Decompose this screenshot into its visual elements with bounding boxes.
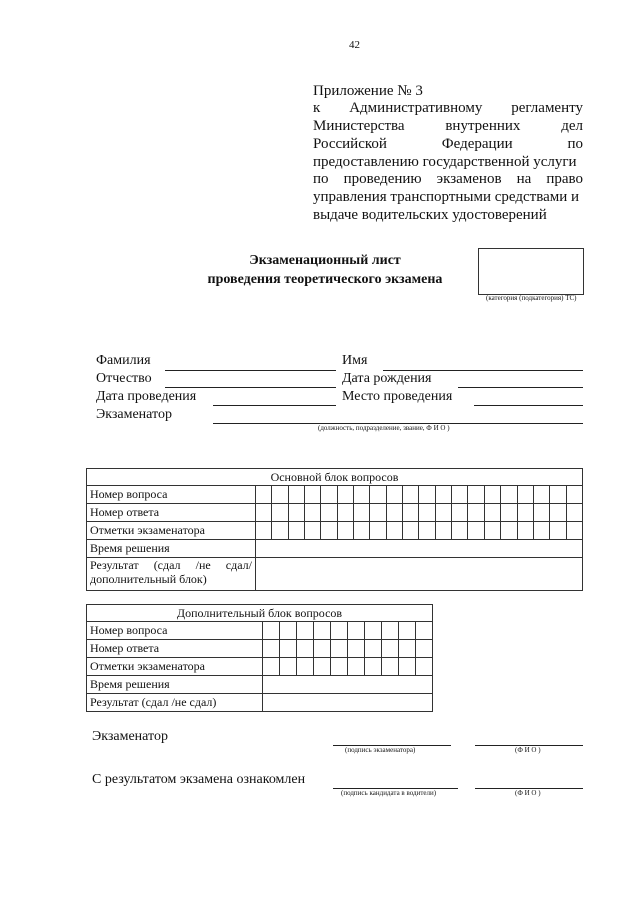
examiner-label: Экзаменатор xyxy=(96,407,172,422)
appendix-line-6: управления транспортными средствами и xyxy=(313,189,580,205)
row-label: Номер вопроса xyxy=(87,486,256,504)
row-label: Номер вопроса xyxy=(87,622,263,640)
mark-cell[interactable] xyxy=(435,522,451,540)
question-cell[interactable] xyxy=(399,622,416,640)
mark-cell[interactable] xyxy=(533,522,549,540)
answer-cell[interactable] xyxy=(297,640,314,658)
mark-cell[interactable] xyxy=(403,522,419,540)
question-cell[interactable] xyxy=(484,486,500,504)
question-cell[interactable] xyxy=(501,486,517,504)
mark-cell[interactable] xyxy=(305,522,321,540)
table-row xyxy=(87,658,433,676)
appendix-word: проведению xyxy=(343,171,422,187)
exam-place-field[interactable] xyxy=(474,405,583,406)
answer-cell[interactable] xyxy=(399,640,416,658)
category-caption: (категория (подкатегория) ТС) xyxy=(486,294,577,302)
answer-cell[interactable] xyxy=(550,504,566,522)
answer-cell[interactable] xyxy=(337,504,353,522)
answer-cell[interactable] xyxy=(403,504,419,522)
question-cell[interactable] xyxy=(314,622,331,640)
category-box[interactable] xyxy=(478,248,584,295)
mark-cell[interactable] xyxy=(468,522,484,540)
mark-cell[interactable] xyxy=(501,522,517,540)
mark-cell[interactable] xyxy=(370,522,386,540)
answer-cell[interactable] xyxy=(416,640,433,658)
result-label xyxy=(87,558,256,591)
question-cell[interactable] xyxy=(348,622,365,640)
appendix-word: право xyxy=(546,171,583,187)
form-title xyxy=(180,251,470,289)
question-cell[interactable] xyxy=(468,486,484,504)
answer-cell[interactable] xyxy=(256,504,272,522)
mark-cell[interactable] xyxy=(386,522,402,540)
appendix-line-5 xyxy=(313,170,583,189)
mark-cell[interactable] xyxy=(348,658,365,676)
mark-cell[interactable] xyxy=(256,522,272,540)
answer-cell[interactable] xyxy=(468,504,484,522)
extra-questions-table xyxy=(86,604,433,712)
question-cell[interactable] xyxy=(263,622,280,640)
exam-date-field[interactable] xyxy=(213,405,336,406)
question-cell[interactable] xyxy=(331,622,348,640)
patronymic-field[interactable] xyxy=(165,387,336,388)
exam-date-label: Дата проведения xyxy=(96,389,197,404)
name-label: Имя xyxy=(342,353,368,368)
table-row xyxy=(87,694,433,712)
appendix-line-2 xyxy=(313,117,583,136)
mark-cell[interactable] xyxy=(416,658,433,676)
main-questions-table xyxy=(86,468,583,591)
examiner-fio-caption: (Ф И О ) xyxy=(515,746,541,754)
row-label: Время решения xyxy=(87,676,263,694)
question-cell[interactable] xyxy=(566,486,582,504)
table-row xyxy=(87,486,583,504)
answer-cell[interactable] xyxy=(272,504,288,522)
result-word: Результат xyxy=(90,558,139,572)
appendix-line-7: выдаче водительских удостоверений xyxy=(313,207,547,223)
answer-cell[interactable] xyxy=(263,640,280,658)
appendix-word: регламенту xyxy=(511,100,583,116)
examiner-sign-caption: (подпись экзаменатора) xyxy=(345,746,416,754)
answer-cell[interactable] xyxy=(305,504,321,522)
mark-cell[interactable] xyxy=(452,522,468,540)
question-cell[interactable] xyxy=(416,622,433,640)
answer-cell[interactable] xyxy=(354,504,370,522)
mark-cell[interactable] xyxy=(354,522,370,540)
answer-cell[interactable] xyxy=(321,504,337,522)
answer-cell[interactable] xyxy=(386,504,402,522)
question-cell[interactable] xyxy=(403,486,419,504)
row-label: Отметки экзаменатора xyxy=(87,522,256,540)
result-word: /не xyxy=(195,558,211,572)
appendix-word: Федерации xyxy=(441,136,513,152)
table-row xyxy=(87,640,433,658)
row-label: Номер ответа xyxy=(87,504,256,522)
answer-cell[interactable] xyxy=(501,504,517,522)
answer-cell[interactable] xyxy=(288,504,304,522)
mark-cell[interactable] xyxy=(331,658,348,676)
candidate-sign-caption: (подпись кандидата в водители) xyxy=(341,789,437,797)
appendix-word: Российской xyxy=(313,136,387,152)
question-cell[interactable] xyxy=(272,486,288,504)
question-cell[interactable] xyxy=(452,486,468,504)
examiner-sign-label: Экзаменатор xyxy=(92,729,168,744)
table-row xyxy=(87,522,583,540)
question-cell[interactable] xyxy=(337,486,353,504)
result-word: сдал/ xyxy=(225,558,252,572)
question-cell[interactable] xyxy=(305,486,321,504)
question-cell[interactable] xyxy=(365,622,382,640)
question-cell[interactable] xyxy=(533,486,549,504)
question-cell[interactable] xyxy=(354,486,370,504)
mark-cell[interactable] xyxy=(382,658,399,676)
answer-cell[interactable] xyxy=(370,504,386,522)
candidate-fio-caption: (Ф И О ) xyxy=(515,789,541,797)
answer-cell[interactable] xyxy=(314,640,331,658)
mark-cell[interactable] xyxy=(272,522,288,540)
answer-cell[interactable] xyxy=(331,640,348,658)
answer-cell[interactable] xyxy=(435,504,451,522)
appendix-line-4: предоставлению государственной услуги xyxy=(313,154,577,170)
question-cell[interactable] xyxy=(419,486,435,504)
mark-cell[interactable] xyxy=(399,658,416,676)
mark-cell[interactable] xyxy=(288,522,304,540)
appendix-line-1 xyxy=(313,99,583,118)
appendix-word: дел xyxy=(561,118,583,134)
mark-cell[interactable] xyxy=(297,658,314,676)
table-header-row xyxy=(87,605,433,622)
main-block-header: Основной блок вопросов xyxy=(87,469,583,486)
mark-cell[interactable] xyxy=(337,522,353,540)
extra-block-header: Дополнительный блок вопросов xyxy=(87,605,433,622)
answer-cell[interactable] xyxy=(452,504,468,522)
mark-cell[interactable] xyxy=(566,522,582,540)
surname-label: Фамилия xyxy=(96,353,151,368)
answer-cell[interactable] xyxy=(382,640,399,658)
form-title-line-1: Экзаменационный лист xyxy=(249,253,401,268)
question-cell[interactable] xyxy=(297,622,314,640)
mark-cell[interactable] xyxy=(550,522,566,540)
mark-cell[interactable] xyxy=(314,658,331,676)
answer-cell[interactable] xyxy=(348,640,365,658)
answer-cell[interactable] xyxy=(533,504,549,522)
answer-cell[interactable] xyxy=(484,504,500,522)
mark-cell[interactable] xyxy=(484,522,500,540)
answer-cell[interactable] xyxy=(280,640,297,658)
mark-cell[interactable] xyxy=(280,658,297,676)
appendix-word: по xyxy=(313,171,329,187)
result-cell[interactable] xyxy=(263,694,433,712)
answer-cell[interactable] xyxy=(365,640,382,658)
result-line-1 xyxy=(90,558,255,572)
question-cell[interactable] xyxy=(280,622,297,640)
mark-cell[interactable] xyxy=(263,658,280,676)
time-cell[interactable] xyxy=(256,540,583,558)
table-row xyxy=(87,558,583,591)
acquainted-label: С результатом экзамена ознакомлен xyxy=(92,772,306,787)
appendix-word: Административному xyxy=(349,100,483,116)
appendix-word: Министерства xyxy=(313,118,405,134)
answer-cell[interactable] xyxy=(517,504,533,522)
row-label: Время решения xyxy=(87,540,256,558)
question-cell[interactable] xyxy=(382,622,399,640)
question-cell[interactable] xyxy=(517,486,533,504)
appendix-title: Приложение № 3 xyxy=(313,83,423,99)
appendix-word: на xyxy=(516,171,532,187)
form-title-line-2: проведения теоретического экзамена xyxy=(207,272,443,287)
time-cell[interactable] xyxy=(263,676,433,694)
question-cell[interactable] xyxy=(256,486,272,504)
question-cell[interactable] xyxy=(321,486,337,504)
result-line-2: дополнительный блок) xyxy=(90,572,207,586)
row-label: Отметки экзаменатора xyxy=(87,658,263,676)
table-header-row xyxy=(87,469,583,486)
appendix-word: экзаменов xyxy=(436,171,502,187)
appendix-word: внутренних xyxy=(445,118,521,134)
table-row xyxy=(87,540,583,558)
examiner-caption: (должность, подразделение, звание, Ф И О ) xyxy=(318,424,450,432)
mark-cell[interactable] xyxy=(517,522,533,540)
table-row xyxy=(87,676,433,694)
row-label: Результат (сдал /не сдал) xyxy=(87,694,263,712)
question-cell[interactable] xyxy=(386,486,402,504)
answer-cell[interactable] xyxy=(566,504,582,522)
question-cell[interactable] xyxy=(370,486,386,504)
appendix-line-3 xyxy=(313,135,583,154)
mark-cell[interactable] xyxy=(365,658,382,676)
table-row xyxy=(87,504,583,522)
result-cell[interactable] xyxy=(256,558,583,591)
mark-cell[interactable] xyxy=(419,522,435,540)
row-label: Номер ответа xyxy=(87,640,263,658)
birth-date-field[interactable] xyxy=(458,387,583,388)
patronymic-label: Отчество xyxy=(96,371,152,386)
table-row xyxy=(87,622,433,640)
surname-field[interactable] xyxy=(165,370,336,371)
appendix-word: к xyxy=(313,100,321,116)
result-word: (сдал xyxy=(153,558,181,572)
answer-cell[interactable] xyxy=(419,504,435,522)
question-cell[interactable] xyxy=(435,486,451,504)
question-cell[interactable] xyxy=(288,486,304,504)
question-cell[interactable] xyxy=(550,486,566,504)
mark-cell[interactable] xyxy=(321,522,337,540)
exam-place-label: Место проведения xyxy=(342,389,453,404)
appendix-word: по xyxy=(567,136,583,152)
page-number: 42 xyxy=(349,39,360,51)
birth-date-label: Дата рождения xyxy=(342,371,432,386)
